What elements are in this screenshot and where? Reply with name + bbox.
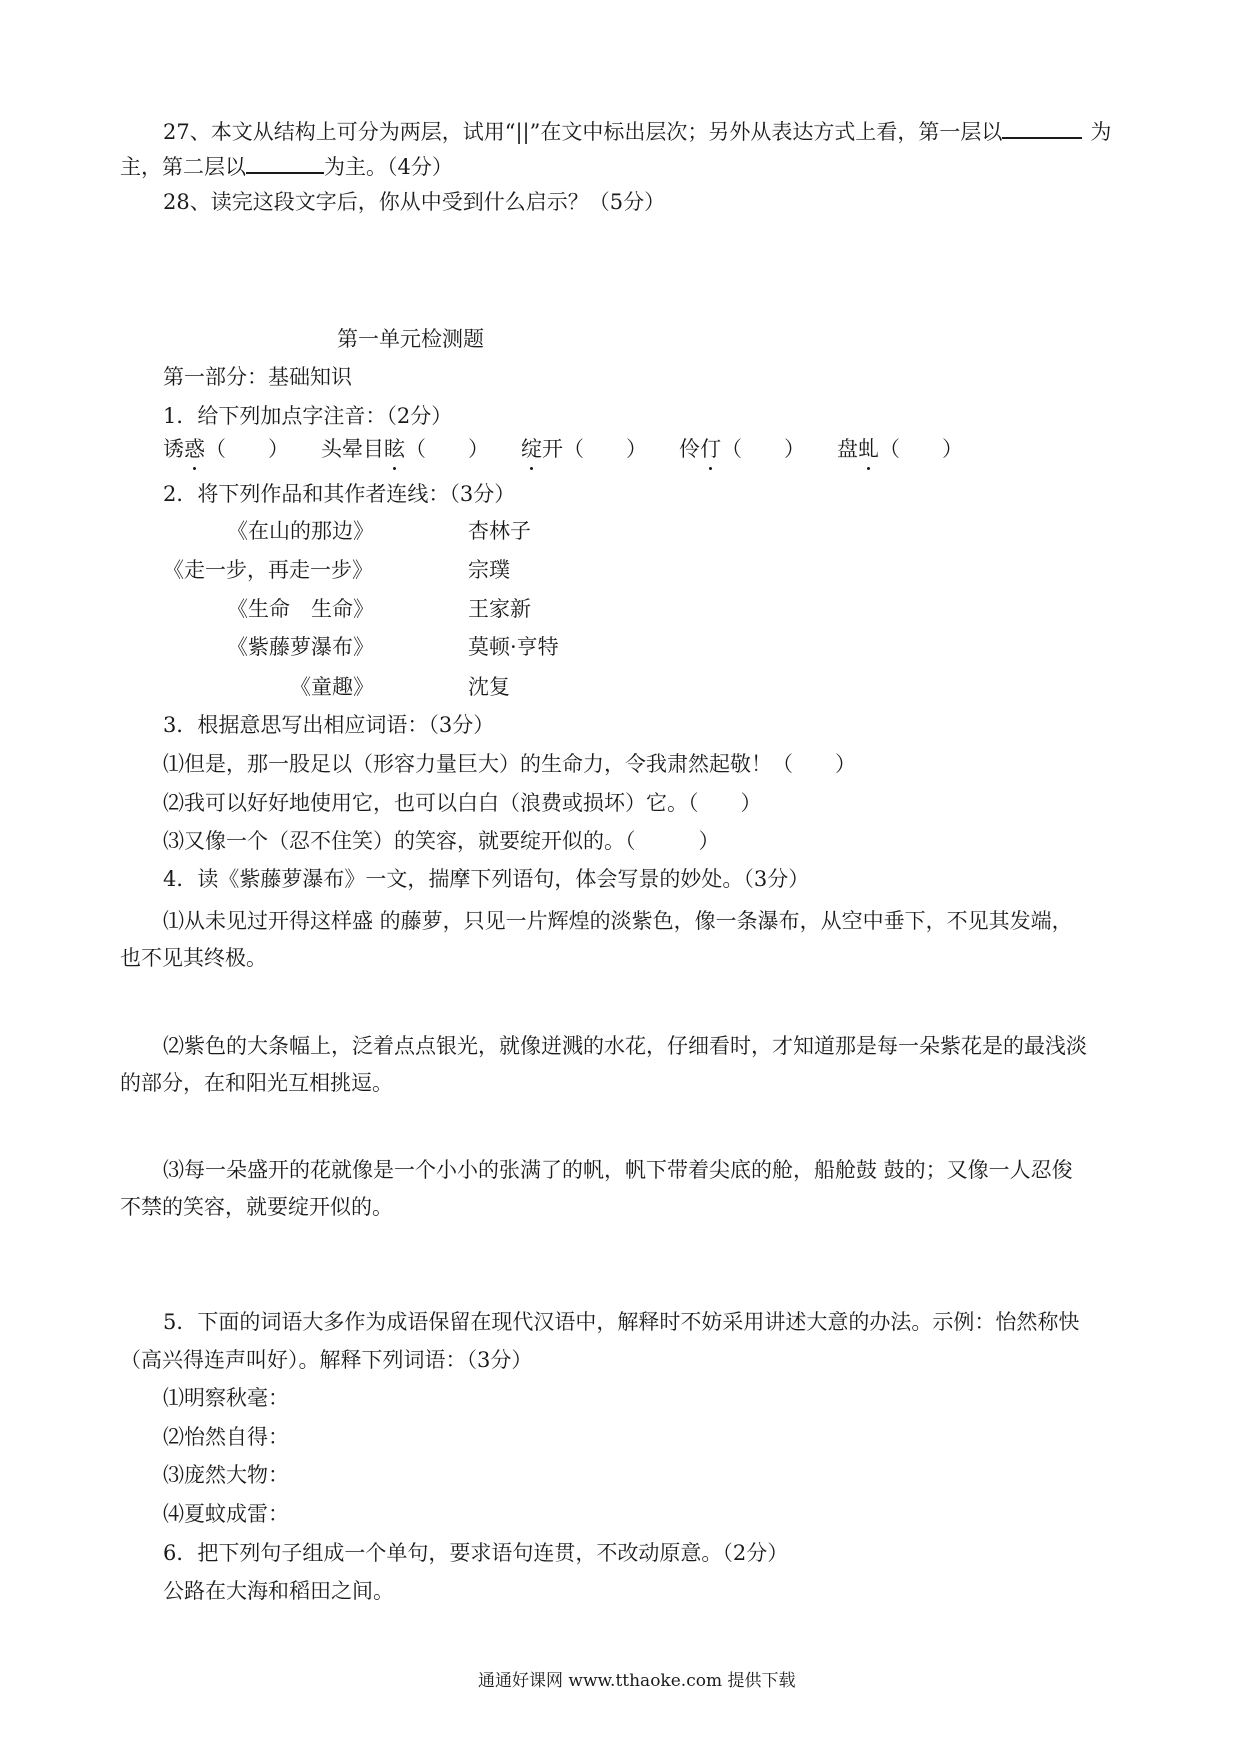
q4-item-3-line2: 不禁的笑容，就要绽开似的。 [120, 1195, 393, 1219]
q4-item-1-line2: 也不见其终极。 [120, 946, 267, 970]
page-footer: 通通好课网 www.tthaoke.com 提供下载 [478, 1671, 796, 1691]
dotted-char: 眩 [384, 437, 405, 461]
test-title: 第一单元检测题 [337, 327, 484, 351]
q1-item: 伶仃（ ） [679, 437, 805, 461]
q27-text-d: 为主。（4分） [324, 155, 453, 179]
q27-text-c: 主，第二层以 [120, 155, 246, 179]
question-4: 4．读《紫藤萝瀑布》一文，揣摩下列语句，体会写景的妙处。（3分） [163, 867, 810, 891]
q3-item: ⑴但是，那一股足以（形容力量巨大）的生命力，令我肃然起敬！（ ） [163, 752, 856, 776]
answer-blank[interactable] [1002, 117, 1082, 139]
dotted-char: 绽 [521, 437, 542, 461]
q1-item: 诱惑（ ） [163, 437, 289, 461]
q6-sentence: 公路在大海和稻田之间。 [163, 1579, 394, 1603]
q4-item-3-line1: ⑶每一朵盛开的花就像是一个小小的张满了的帆，帆下带着尖底的舱，船舱鼓 鼓的；又像一人忍俊 [163, 1158, 1073, 1182]
q1-item: 绽开（ ） [521, 437, 647, 461]
question-27-line2 [120, 152, 453, 181]
question-1: 1．给下列加点字注音：（2分） [163, 404, 453, 428]
dotted-char: 惑 [184, 437, 205, 461]
q1-item: 头晕目眩（ ） [321, 437, 489, 461]
part-one-heading: 第一部分：基础知识 [163, 365, 352, 389]
q3-item: ⑵我可以好好地使用它，也可以白白（浪费或损坏）它。（ ） [163, 791, 762, 815]
question-2: 2．将下列作品和其作者连线：（3分） [163, 482, 516, 506]
q4-item-2-line2: 的部分，在和阳光互相挑逗。 [120, 1071, 393, 1095]
q5-item: ⑵怡然自得： [163, 1425, 289, 1449]
q1-item: 盘虬（ ） [837, 437, 963, 461]
q2-work: 《紫藤萝瀑布》 [227, 635, 374, 659]
q5-item: ⑶庞然大物： [163, 1463, 289, 1487]
q3-item: ⑶又像一个（忍不住笑）的笑容，就要绽开似的。（ ） [163, 829, 720, 853]
q2-work: 《童趣》 [290, 675, 374, 699]
q2-work: 《走一步，再走一步》 [163, 558, 373, 582]
q5-item: ⑷夏蚊成雷： [163, 1502, 289, 1526]
q27-text-a: 27、本文从结构上可分为两层，试用“||”在文中标出层次；另外从表达方式上看，第一层以 [163, 120, 1003, 144]
q2-author: 王家新 [468, 597, 531, 621]
q2-author: 沈复 [468, 675, 510, 699]
dotted-char: 虬 [858, 437, 879, 461]
question-3: 3．根据意思写出相应词语：（3分） [163, 713, 495, 737]
answer-blank[interactable] [246, 152, 324, 174]
question-27-line1 [163, 117, 1111, 146]
dotted-char: 仃 [700, 437, 721, 461]
q4-item-2-line1: ⑵紫色的大条幅上，泛着点点银光，就像迸溅的水花，仔细看时，才知道那是每一朵紫花是的最浅淡 [163, 1034, 1087, 1058]
q2-author: 杏林子 [468, 519, 531, 543]
q2-work: 《生命 生命》 [227, 597, 374, 621]
q2-author: 莫顿·亨特 [468, 635, 559, 659]
question-5-line2: （高兴得连声叫好）。解释下列词语：（3分） [120, 1348, 533, 1372]
question-6: 6．把下列句子组成一个单句，要求语句连贯，不改动原意。（2分） [163, 1541, 789, 1565]
q27-text-b: 为 [1090, 120, 1112, 144]
question-28: 28、读完这段文字后，你从中受到什么启示？（5分） [163, 190, 666, 214]
question-5-line1: 5．下面的词语大多作为成语保留在现代汉语中，解释时不妨采用讲述大意的办法。示例：怡然称快 [163, 1310, 1080, 1334]
q4-item-1-line1: ⑴从未见过开得这样盛 的藤萝，只见一片辉煌的淡紫色，像一条瀑布，从空中垂下，不见其发端， [163, 909, 1073, 933]
q1-items-row [163, 435, 963, 463]
q2-author: 宗璞 [468, 558, 510, 582]
q2-work: 《在山的那边》 [227, 519, 374, 543]
q5-item: ⑴明察秋毫： [163, 1386, 289, 1410]
